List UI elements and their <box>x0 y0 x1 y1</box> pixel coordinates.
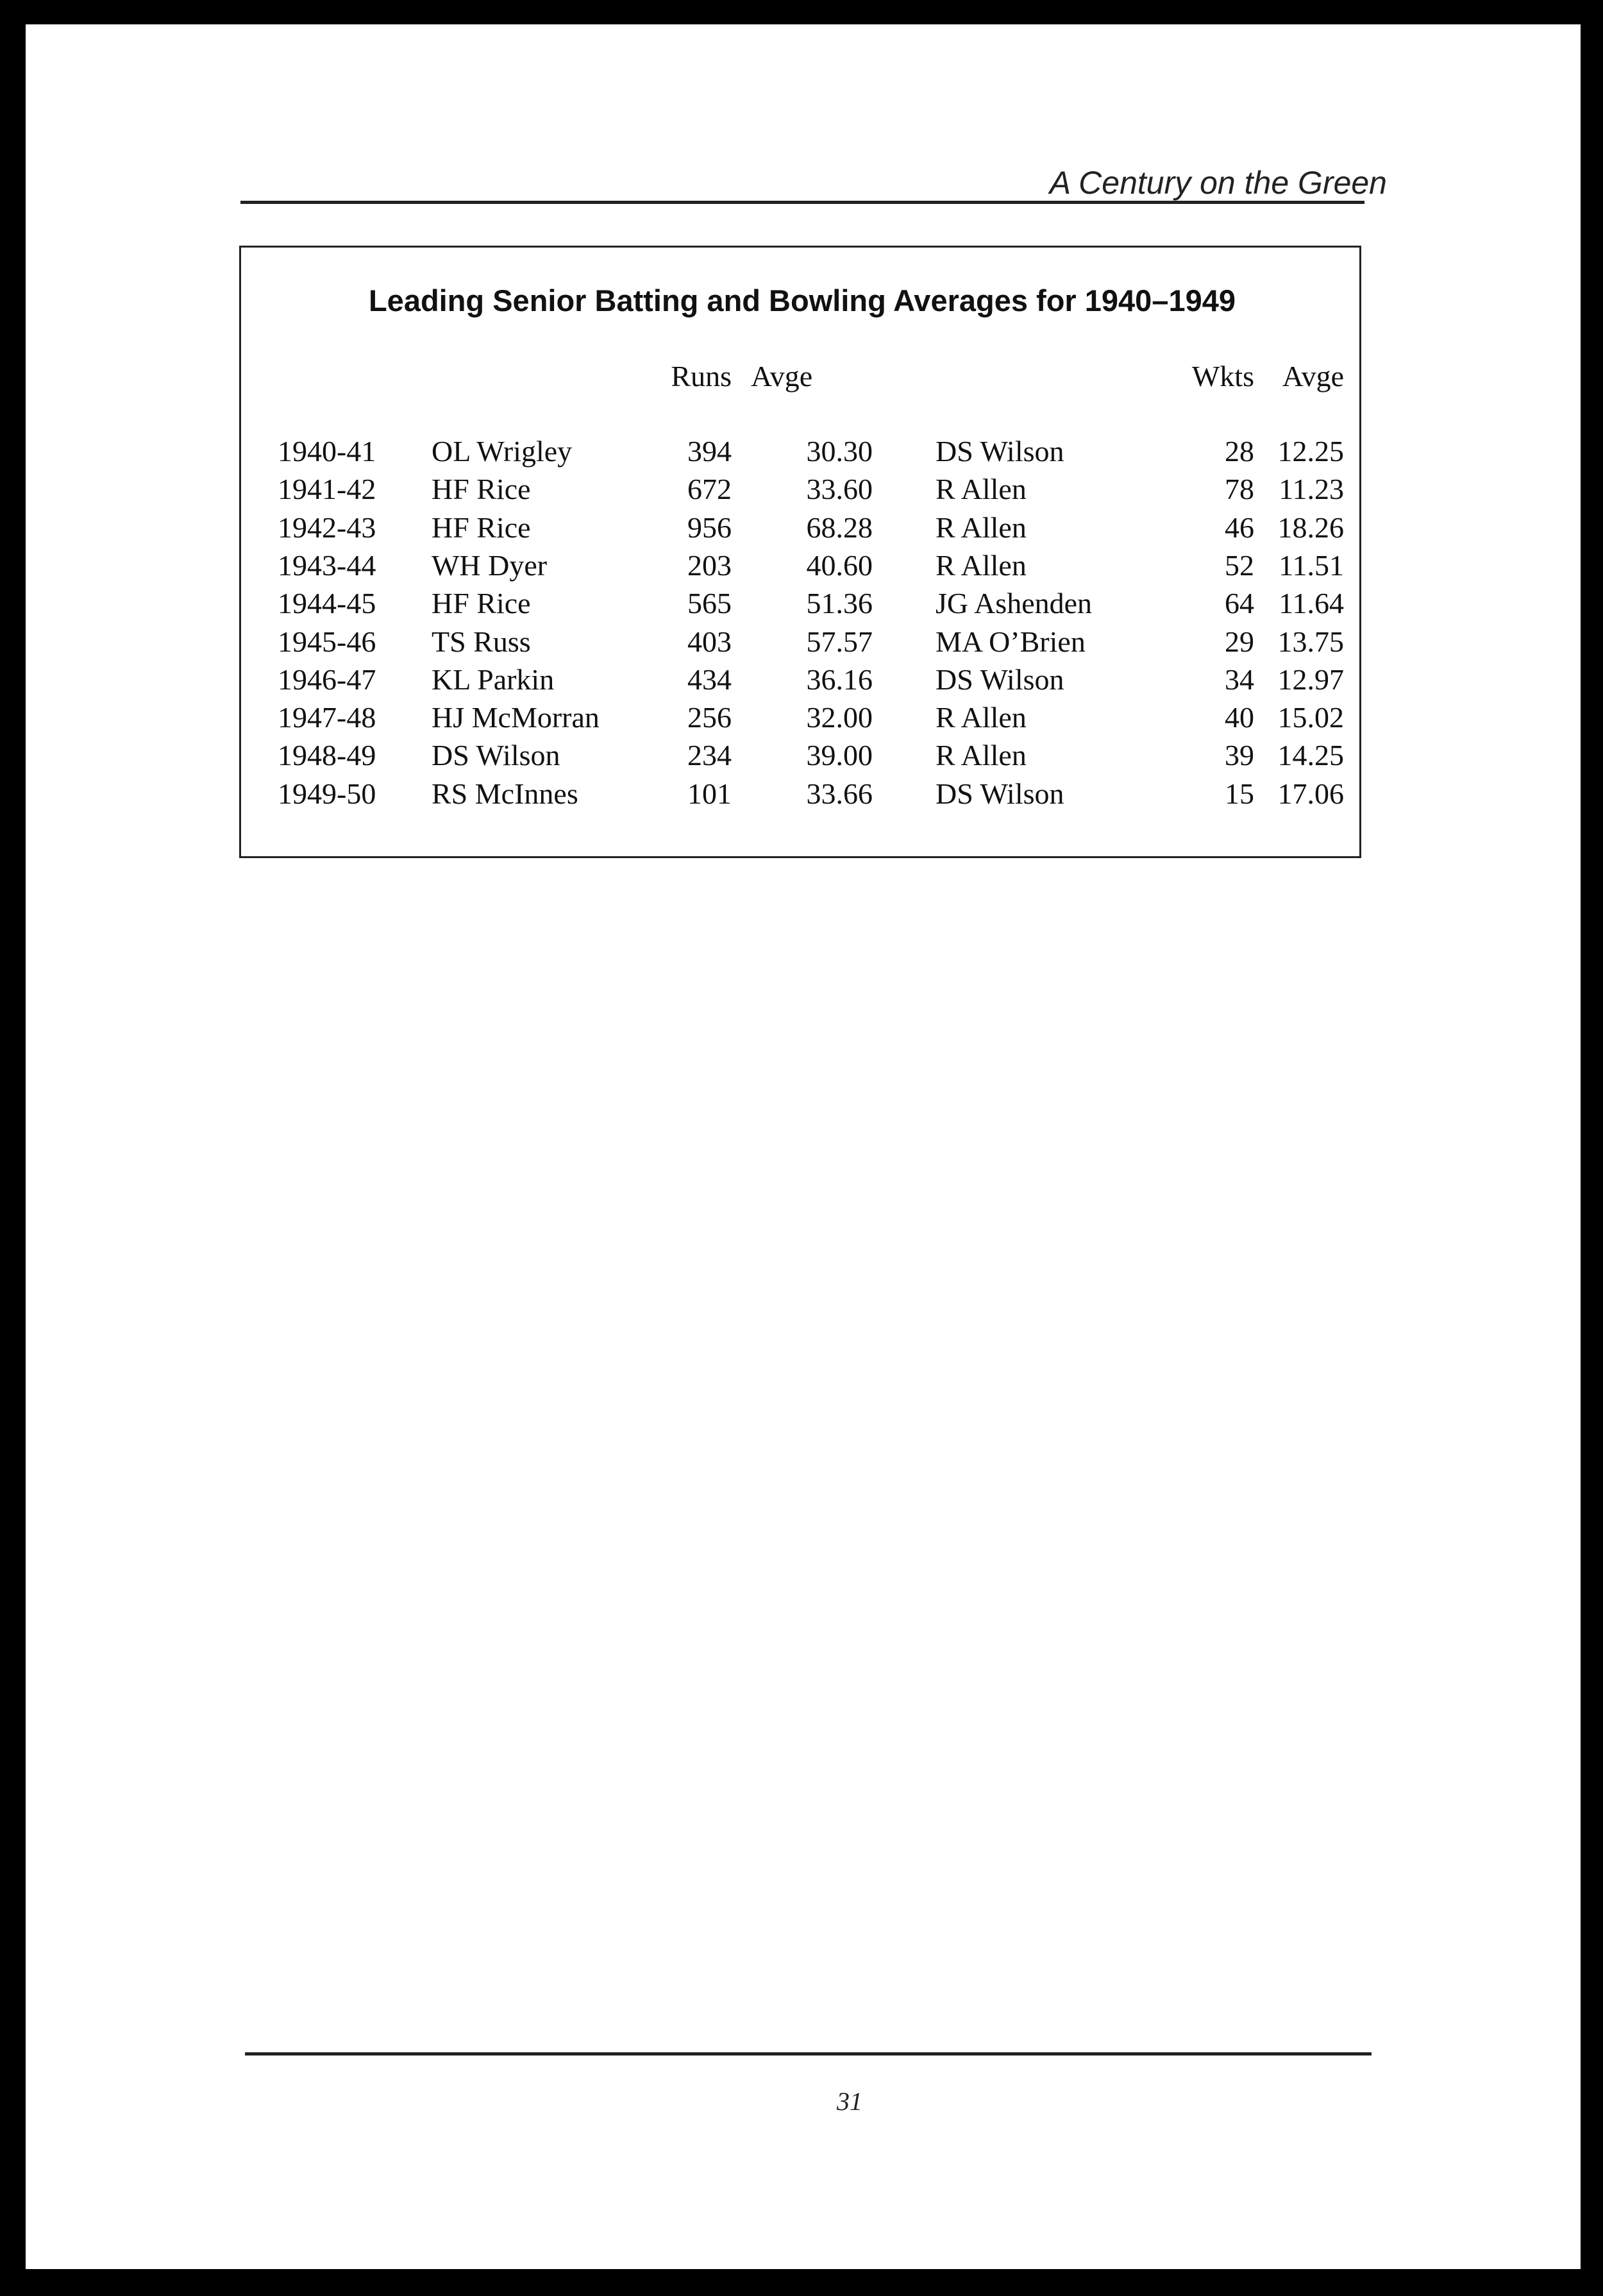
table-cell-bowler: R Allen <box>936 511 1027 544</box>
table-cell-runs: 234 <box>687 739 732 772</box>
table-cell-wkts: 29 <box>1225 625 1254 658</box>
table-cell-bowl-avge: 11.51 <box>1279 549 1344 582</box>
table-cell-season: 1949-50 <box>278 777 376 810</box>
table-cell-bat-avge: 36.16 <box>806 663 873 696</box>
table-cell-bat-avge: 40.60 <box>806 549 873 582</box>
column-header-wkts: Wkts <box>1191 360 1254 393</box>
column-header-bowl-avge: Avge <box>1282 360 1344 393</box>
column-header-bat-avge: Avge <box>751 360 813 393</box>
table-cell-season: 1947-48 <box>278 701 376 734</box>
running-head: A Century on the Green <box>1049 165 1387 201</box>
table-cell-wkts: 39 <box>1225 739 1254 772</box>
table-cell-batter: TS Russ <box>432 625 531 658</box>
table-cell-bowl-avge: 12.97 <box>1277 663 1344 696</box>
table-cell-wkts: 46 <box>1225 511 1254 544</box>
table-cell-batter: HF Rice <box>432 511 531 544</box>
table-cell-runs: 956 <box>687 511 732 544</box>
table-cell-bowler: DS Wilson <box>936 663 1064 696</box>
table-cell-season: 1942-43 <box>278 511 376 544</box>
table-cell-batter: OL Wrigley <box>432 435 573 468</box>
table-cell-runs: 672 <box>687 473 732 505</box>
table-cell-season: 1945-46 <box>278 625 376 658</box>
table-cell-bat-avge: 51.36 <box>806 587 873 620</box>
table-cell-wkts: 28 <box>1225 435 1254 468</box>
table-cell-wkts: 78 <box>1225 473 1254 505</box>
table-cell-batter: HJ McMorran <box>432 701 600 734</box>
table-cell-batter: DS Wilson <box>432 739 560 772</box>
table-cell-bat-avge: 30.30 <box>806 435 873 468</box>
table-cell-bat-avge: 39.00 <box>806 739 873 772</box>
table-cell-season: 1943-44 <box>278 549 376 582</box>
table-cell-bowl-avge: 11.23 <box>1279 473 1344 505</box>
table-cell-bowler: DS Wilson <box>936 777 1064 810</box>
table-cell-batter: RS McInnes <box>432 777 578 810</box>
table-cell-runs: 394 <box>687 435 732 468</box>
table-cell-season: 1948-49 <box>278 739 376 772</box>
table-cell-bowler: R Allen <box>936 473 1027 505</box>
table-cell-season: 1940-41 <box>278 435 376 468</box>
table-cell-bowler: DS Wilson <box>936 435 1064 468</box>
table-cell-season: 1946-47 <box>278 663 376 696</box>
table-cell-runs: 101 <box>687 777 732 810</box>
table-cell-wkts: 52 <box>1225 549 1254 582</box>
page-number: 31 <box>837 2087 862 2116</box>
table-cell-bowl-avge: 13.75 <box>1277 625 1344 658</box>
table-cell-wkts: 40 <box>1225 701 1254 734</box>
table-cell-bat-avge: 68.28 <box>806 511 873 544</box>
table-cell-wkts: 64 <box>1225 587 1254 620</box>
table-cell-bowl-avge: 17.06 <box>1277 777 1344 810</box>
table-cell-bowl-avge: 14.25 <box>1277 739 1344 772</box>
table-cell-bat-avge: 57.57 <box>806 625 873 658</box>
table-cell-bowler: R Allen <box>936 549 1027 582</box>
table-cell-season: 1941-42 <box>278 473 376 505</box>
table-cell-runs: 203 <box>687 549 732 582</box>
table-cell-batter: KL Parkin <box>432 663 555 696</box>
table-cell-runs: 403 <box>687 625 732 658</box>
table-cell-wkts: 34 <box>1225 663 1254 696</box>
table-cell-bowler: R Allen <box>936 739 1027 772</box>
table-cell-runs: 565 <box>687 587 732 620</box>
table-cell-bowler: MA O’Brien <box>936 625 1086 658</box>
table-cell-season: 1944-45 <box>278 587 376 620</box>
table-cell-bat-avge: 33.66 <box>806 777 873 810</box>
table-cell-runs: 256 <box>687 701 732 734</box>
table-cell-bowler: R Allen <box>936 701 1027 734</box>
table-cell-bowl-avge: 15.02 <box>1277 701 1344 734</box>
table-cell-bowler: JG Ashenden <box>936 587 1093 620</box>
table-cell-batter: HF Rice <box>432 473 531 505</box>
page <box>26 24 1581 2269</box>
averages-table <box>239 246 1361 858</box>
table-cell-bat-avge: 32.00 <box>806 701 873 734</box>
table-cell-runs: 434 <box>687 663 732 696</box>
table-cell-batter: HF Rice <box>432 587 531 620</box>
table-cell-batter: WH Dyer <box>432 549 548 582</box>
table-cell-bat-avge: 33.60 <box>806 473 873 505</box>
table-title: Leading Senior Batting and Bowling Averages for 1940–1949 <box>368 283 1236 317</box>
table-cell-wkts: 15 <box>1225 777 1254 810</box>
table-cell-bowl-avge: 11.64 <box>1279 587 1344 620</box>
column-header-runs: Runs <box>671 360 732 393</box>
header-rule <box>240 201 1364 204</box>
footer-rule <box>245 2052 1372 2055</box>
table-cell-bowl-avge: 18.26 <box>1277 511 1344 544</box>
table-cell-bowl-avge: 12.25 <box>1277 435 1344 468</box>
